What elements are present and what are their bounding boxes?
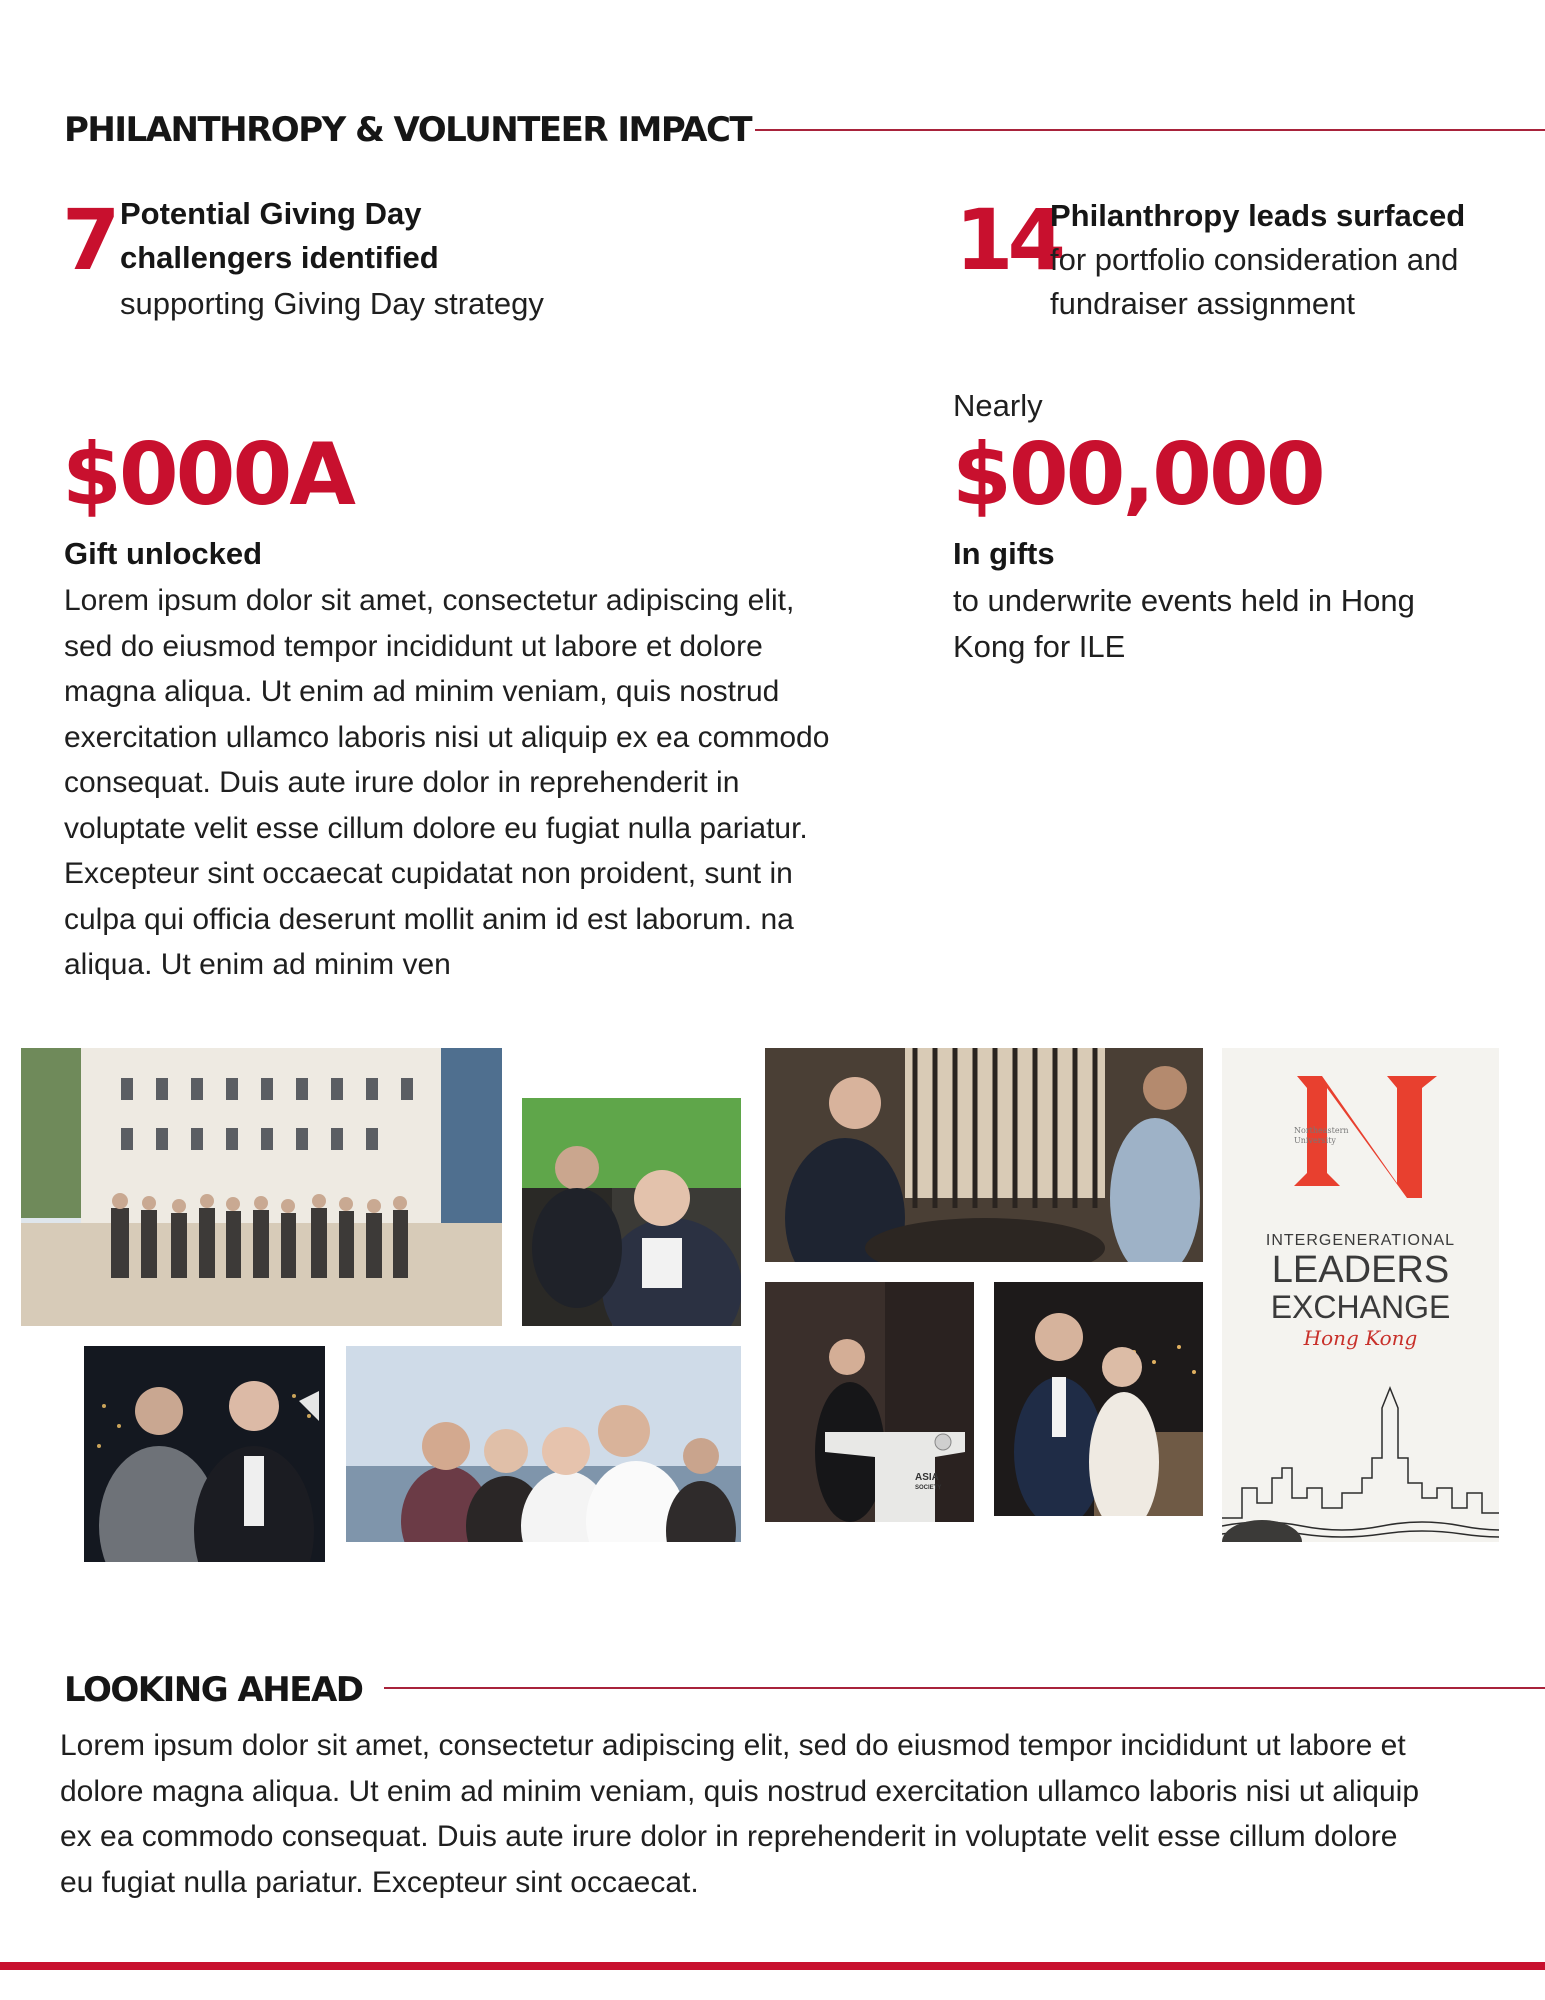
stat-title-line: Philanthropy leads surfaced [1050,198,1466,233]
photo-speakers-night [84,1346,325,1562]
paragraph-line: magna aliqua. Ut enim ad minim veniam, quis nostrud [64,675,780,708]
in-gifts-description [953,578,1415,669]
banner-org-name [1294,1126,1349,1146]
stat-prefix: Nearly [953,388,1043,423]
section-header-looking-ahead [64,1670,363,1710]
banner-org-line: Northeastern [1294,1126,1349,1135]
stat-number-giving-day: 7 [62,191,119,289]
stat-number-in-gifts: $00,000 [952,425,1323,525]
stat-description-line: fundraiser assignment [1050,286,1355,321]
banner-line1: INTERGENERATIONAL [1265,1232,1456,1249]
photo-group-building [21,1048,502,1326]
paragraph-line: Excepteur sint occaecat cupidatat non proident, sunt in [64,857,793,890]
stat-title-gift: Gift unlocked [64,536,263,571]
paragraph-line: consequat. Duis aute irure dolor in reprehenderit in [64,766,740,799]
podium-sign [915,1472,941,1494]
stat-leads [1050,194,1465,326]
paragraph-line: Lorem ipsum dolor sit amet, consectetur adipiscing elit, [64,584,795,617]
banner-org-line: University [1294,1136,1336,1145]
banner-line3: EXCHANGE [1270,1289,1451,1325]
section-title: LOOKING AHEAD [64,1670,363,1710]
photo-venue-gathering [765,1048,1203,1262]
banner-line2: LEADERS [1271,1249,1450,1291]
paragraph-line: to underwrite events held in Hong [953,583,1415,618]
paragraph-line: dolore magna aliqua. Ut enim ad minim veniam, quis nostrud exercitation ullamco laboris nisi ut aliquip [60,1774,1420,1808]
paragraph-line: aliqua. Ut enim ad minim ven [64,948,451,981]
stat-title-in-gifts: In gifts [953,536,1055,571]
podium-sign-line: ASIA [915,1472,939,1483]
stat-title-line: Potential Giving Day [120,196,422,231]
paragraph-line: eu fugiat nulla pariatur. Excepteur sint occaecat. [60,1865,699,1899]
photo-guests-waterfront [346,1346,741,1542]
section-title: PHILANTHROPY & VOLUNTEER IMPACT [64,110,752,150]
paragraph-line: Lorem ipsum dolor sit amet, consectetur adipiscing elit, sed do eiusmod tempor incididunt ut labore et [60,1729,1406,1762]
photo-seated-guest [522,1098,741,1326]
photo-ile-banner [1222,1048,1499,1542]
banner-city: Hong Kong [1303,1326,1418,1350]
paragraph-line: exercitation ullamco laboris nisi ut aliquip ex ea commodo [64,720,830,754]
section-rule [755,129,1545,131]
stat-number-gift: $000A [62,425,353,525]
paragraph-line: Kong for ILE [953,628,1126,664]
photo-couple-speaking [994,1282,1203,1516]
stat-title-line: challengers identified [120,240,439,275]
footer-accent-bar [0,1962,1545,1970]
stat-giving-day [120,192,544,326]
section-header-philanthropy [64,110,751,150]
stat-number-leads: 14 [955,191,1060,289]
section-rule [384,1687,1545,1689]
gift-description [64,578,894,988]
looking-ahead-paragraph [60,1723,1500,1905]
paragraph-line: voluptate velit esse cillum dolore eu fugiat nulla pariatur. [64,811,808,845]
photo-podium-speaker [765,1282,974,1522]
stat-description-line: for portfolio consideration and [1050,242,1459,277]
stat-description: supporting Giving Day strategy [120,286,544,321]
podium-sign-line: SOCIETY [915,1485,942,1491]
paragraph-line: ex ea commodo consequat. Duis aute irure dolor in reprehenderit in voluptate velit esse cillum dolore [60,1820,1398,1853]
paragraph-line: sed do eiusmod tempor incididunt ut labore et dolore [64,629,763,663]
paragraph-line: culpa qui officia deserunt mollit anim id est laborum. na [64,902,794,936]
